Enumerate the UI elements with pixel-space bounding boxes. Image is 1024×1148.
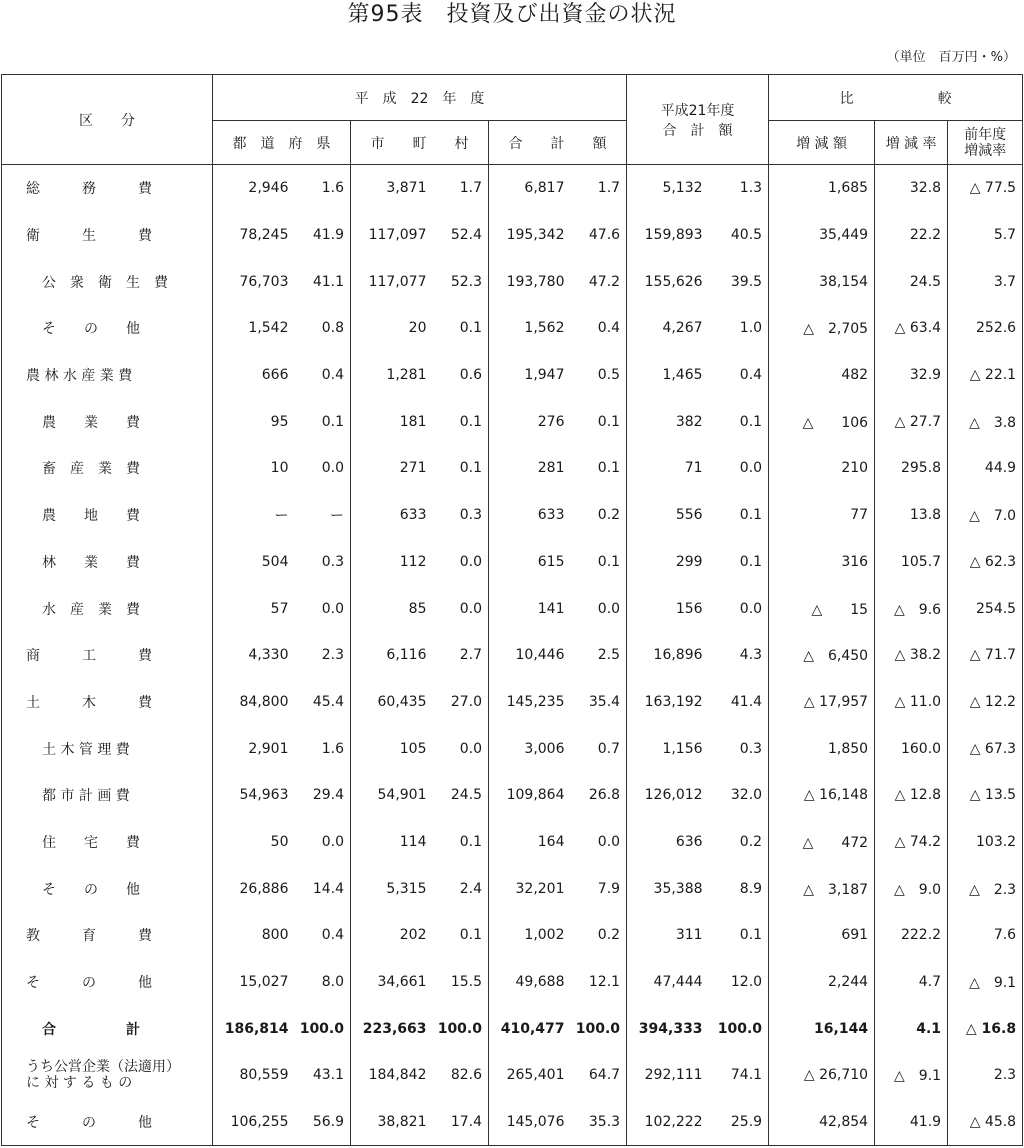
cell-fy21-share: 41.4 [709,679,769,726]
cell-pref-amount: 84,800 [239,693,289,710]
cell-total-amount: 193,780 [506,273,565,290]
cell-muni-amount: 20 [408,320,427,337]
cell-fy21-amount: 126,012 [644,787,703,804]
cell-change-amount: 210 [769,445,875,492]
cell-total-share: 0.1 [571,445,627,492]
row-label: 畜 産 業 費 [2,445,213,492]
row-label-line2: に 対 す る も の [26,1075,133,1092]
cell-total-share: 100.0 [571,1005,627,1052]
cell-total-share: 0.4 [571,305,627,352]
cell-change-amount: △ 17,957 [769,679,875,726]
cell-prev-change-rate: 3.7 [948,258,1023,305]
cell-muni-amount: 633 [399,507,427,524]
cell-fy21-amount: 47,444 [653,974,703,991]
cell-total-amount: 265,401 [506,1067,565,1084]
cell-muni-share: 0.6 [433,352,489,399]
row-label: 林 業 費 [2,539,213,586]
cell-pref-share: 1.6 [295,165,351,212]
cell-pref-amount: 95 [270,413,289,430]
row-label: 農 地 費 [2,492,213,539]
row-label-line1: うち公営企業（法適用） [26,1059,180,1076]
cell-muni-share: 82.6 [433,1052,489,1099]
cell-change-rate: 160.0 [875,725,948,772]
cell-total-share: 12.1 [571,959,627,1006]
cell-pref-share: 41.1 [295,258,351,305]
cell-prev-change-rate: △ 9.1 [948,959,1023,1006]
cell-total-share: 0.1 [571,539,627,586]
cell-prev-change-rate: 103.2 [948,819,1023,866]
table-row [2,258,1023,305]
cell-muni-amount: 117,097 [368,227,427,244]
cell-muni-amount: 6,116 [386,647,427,664]
row-label: 商 工 費 [2,632,213,679]
cell-change-rate: 222.2 [875,912,948,959]
cell-fy21-share: 0.1 [709,539,769,586]
cell-fy21-share: 0.4 [709,352,769,399]
table-row [2,398,1023,445]
cell-change-rate: 4.7 [875,959,948,1006]
cell-change-rate: 22.2 [875,212,948,259]
cell-change-rate: △ 9.1 [875,1052,948,1099]
table-row [2,305,1023,352]
cell-pref-amount: 80,559 [239,1067,289,1084]
cell-total-amount: 145,076 [489,1099,571,1146]
cell-pref-share: 0.0 [295,585,351,632]
cell-change-amount: △ 472 [769,819,875,866]
cell-pref-amount: 666 [261,367,289,384]
cell-muni-share: 100.0 [433,1005,489,1052]
row-label: 総 務 費 [2,165,213,212]
cell-prev-change-rate: 2.3 [948,1052,1023,1099]
cell-fy21-share: 39.5 [709,258,769,305]
cell-fy21-share: 100.0 [709,1005,769,1052]
cell-fy21-amount: 1,465 [662,367,703,384]
cell-muni-amount: 202 [399,927,427,944]
table-row [2,1005,1023,1052]
cell-prev-change-rate: △ 3.8 [948,398,1023,445]
cell-change-amount: 38,154 [769,258,875,305]
cell-muni-amount: 3,871 [386,180,427,197]
cell-fy21-amount: 394,333 [638,1020,703,1037]
row-label: 教 育 費 [2,912,213,959]
cell-total-share: 0.5 [571,352,627,399]
cell-muni-share: 2.4 [433,865,489,912]
cell-pref-share: 8.0 [295,959,351,1006]
cell-change-rate: 32.8 [875,165,948,212]
cell-prev-change-rate: △ 71.7 [948,632,1023,679]
cell-prev-change-rate: △ 2.3 [948,865,1023,912]
cell-muni-share: 0.1 [433,912,489,959]
cell-pref-share: 14.4 [295,865,351,912]
cell-total-share: 64.7 [571,1052,627,1099]
investment-table [1,74,1023,1146]
cell-fy21-amount: 4,267 [662,320,703,337]
cell-muni-amount: 85 [408,600,427,617]
cell-change-rate: 13.8 [875,492,948,539]
table-row [2,492,1023,539]
cell-fy21-share: 1.0 [709,305,769,352]
cell-prev-change-rate: 5.7 [948,212,1023,259]
cell-total-share: 0.1 [571,398,627,445]
cell-total-amount: 145,235 [506,693,565,710]
cell-total-amount: 6,817 [524,180,565,197]
cell-change-rate: 41.9 [875,1099,948,1146]
table-row [2,725,1023,772]
cell-change-rate: △ 63.4 [875,305,948,352]
cell-pref-amount: 186,814 [224,1020,289,1037]
table-row [2,445,1023,492]
header-prefecture: 都 道 府 県 [213,121,351,165]
cell-pref-share: 0.4 [295,912,351,959]
cell-prev-change-rate: 252.6 [948,305,1023,352]
cell-change-amount: 2,244 [769,959,875,1006]
cell-change-amount: △ 6,450 [769,632,875,679]
cell-change-rate: △ 9.0 [875,865,948,912]
header-prev-line1: 前年度 [964,126,1007,143]
cell-muni-amount: 112 [399,553,427,570]
header-comparison: 比 較 [769,75,1023,121]
table-row [2,819,1023,866]
cell-muni-amount: 114 [399,833,427,850]
cell-pref-amount: 78,245 [239,227,289,244]
cell-muni-amount: 5,315 [386,880,427,897]
cell-fy21-share: 0.1 [709,398,769,445]
cell-muni-amount: 117,077 [368,273,427,290]
cell-total-amount: 141 [537,600,565,617]
cell-fy21-amount: 35,388 [653,880,703,897]
table-row [2,772,1023,819]
row-label: 都 市 計 画 費 [2,772,213,819]
cell-change-rate: 4.1 [875,1005,948,1052]
header-prev-rate [948,121,1023,165]
cell-fy21-amount: 636 [675,833,703,850]
cell-muni-share: 24.5 [433,772,489,819]
cell-fy21-amount: 299 [675,553,703,570]
cell-fy21-share: 0.3 [709,725,769,772]
cell-muni-amount: 184,842 [368,1067,427,1084]
cell-pref-amount: 50 [270,833,289,850]
cell-total-amount: 164 [537,833,565,850]
cell-muni-amount: 271 [399,460,427,477]
cell-muni-share: 0.1 [433,819,489,866]
cell-change-amount: 316 [769,539,875,586]
cell-change-amount: △ 26,710 [769,1052,875,1099]
cell-fy21-amount: 1,156 [662,740,703,757]
row-label: 土 木 費 [2,679,213,726]
cell-pref-amount: 15,027 [239,974,289,991]
cell-change-rate: △ 9.6 [875,585,948,632]
table-row [2,632,1023,679]
cell-pref-share: 0.0 [295,819,351,866]
row-label: そ の 他 [2,865,213,912]
cell-fy21-share: 0.1 [709,912,769,959]
cell-change-rate: 295.8 [875,445,948,492]
cell-muni-share: 27.0 [433,679,489,726]
cell-fy21-amount: 382 [675,413,703,430]
cell-muni-share: 52.3 [433,258,489,305]
table-row [2,212,1023,259]
cell-fy21-share: 0.0 [709,445,769,492]
cell-total-share: 1.7 [571,165,627,212]
cell-fy21-amount: 292,111 [644,1067,703,1084]
row-label: 衛 生 費 [2,212,213,259]
cell-change-rate: 24.5 [875,258,948,305]
cell-pref-amount: 76,703 [239,273,289,290]
cell-pref-amount: 504 [261,553,289,570]
cell-total-share: 7.9 [571,865,627,912]
cell-muni-share: 0.3 [433,492,489,539]
cell-total-share: 47.6 [571,212,627,259]
cell-muni-amount: 1,281 [386,367,427,384]
cell-pref-share: 100.0 [295,1005,351,1052]
cell-change-amount: △ 16,148 [769,772,875,819]
cell-total-amount: 410,477 [500,1020,565,1037]
cell-fy21-share: 8.9 [709,865,769,912]
cell-change-rate: 105.7 [875,539,948,586]
header-rate: 増 減 率 [875,121,948,165]
cell-pref-share: 2.3 [295,632,351,679]
cell-pref-share: 1.6 [295,725,351,772]
cell-pref-share: 29.4 [295,772,351,819]
cell-pref-amount: 106,255 [213,1099,295,1146]
cell-pref-amount: 54,963 [239,787,289,804]
cell-prev-change-rate: △ 16.8 [948,1005,1023,1052]
header-fy21-line2: 合 計 額 [662,122,733,139]
cell-fy21-share: 40.5 [709,212,769,259]
row-label: そ の 他 [2,305,213,352]
header-prev-line2: 増減率 [964,142,1007,159]
cell-total-amount: 10,446 [515,647,565,664]
cell-change-amount: △ 15 [769,585,875,632]
cell-total-amount: 109,864 [506,787,565,804]
cell-muni-share: 1.7 [433,165,489,212]
cell-fy21-amount: 102,222 [627,1099,709,1146]
cell-change-amount: 42,854 [769,1099,875,1146]
cell-change-rate: 32.9 [875,352,948,399]
cell-change-amount: 1,685 [769,165,875,212]
cell-total-amount: 3,006 [524,740,565,757]
cell-muni-amount: 181 [399,413,427,430]
cell-pref-share: 0.3 [295,539,351,586]
cell-total-share: 0.2 [571,912,627,959]
cell-total-amount: 1,562 [524,320,565,337]
cell-muni-amount: 34,661 [377,974,427,991]
cell-total-amount: 195,342 [506,227,565,244]
cell-pref-share: 0.4 [295,352,351,399]
header-fy21 [627,75,769,165]
cell-muni-share: 0.0 [433,725,489,772]
cell-fy21-amount: 311 [675,927,703,944]
cell-fy21-amount: 71 [684,460,703,477]
cell-total-amount: 281 [537,460,565,477]
cell-total-amount: 1,947 [524,367,565,384]
cell-pref-amount: 1,542 [248,320,289,337]
cell-fy21-share: 0.1 [709,492,769,539]
cell-prev-change-rate: △ 77.5 [948,165,1023,212]
row-label: 合 計 [2,1005,213,1052]
row-label: 住 宅 費 [2,819,213,866]
cell-change-rate: △ 12.8 [875,772,948,819]
cell-fy21-share: 4.3 [709,632,769,679]
cell-prev-change-rate: △ 67.3 [948,725,1023,772]
cell-total-share: 47.2 [571,258,627,305]
cell-change-amount: △ 3,187 [769,865,875,912]
cell-pref-amount: 4,330 [248,647,289,664]
cell-total-amount: 1,002 [524,927,565,944]
cell-muni-amount: 105 [399,740,427,757]
cell-total-amount: 276 [537,413,565,430]
cell-fy21-amount: 16,896 [653,647,703,664]
cell-fy21-amount: 5,132 [662,180,703,197]
cell-change-rate: △ 74.2 [875,819,948,866]
cell-change-amount: 482 [769,352,875,399]
cell-change-amount: 1,850 [769,725,875,772]
table-row [2,585,1023,632]
cell-fy21-share: 0.0 [709,585,769,632]
cell-fy21-share: 74.1 [709,1052,769,1099]
cell-total-share: 0.0 [571,819,627,866]
cell-total-share: 26.8 [571,772,627,819]
cell-total-share: 35.3 [571,1099,627,1146]
cell-fy21-share: 0.2 [709,819,769,866]
cell-fy21-share: 25.9 [709,1099,769,1146]
table-body [2,165,1023,1146]
header-fy22: 平 成 22 年 度 [213,75,627,121]
row-label: そ の 他 [2,1099,213,1146]
cell-change-amount: 35,449 [769,212,875,259]
row-label [2,1052,213,1099]
row-label: 土 木 管 理 費 [2,725,213,772]
header-municipality: 市 町 村 [351,121,489,165]
cell-pref-share: 0.1 [295,398,351,445]
row-label: 公 衆 衛 生 費 [2,258,213,305]
cell-pref-share: 0.0 [295,445,351,492]
cell-muni-share: 17.4 [433,1099,489,1146]
cell-prev-change-rate: △ 22.1 [948,352,1023,399]
header-change: 増 減 額 [769,121,875,165]
cell-muni-share: 0.1 [433,305,489,352]
cell-change-amount: 691 [769,912,875,959]
table-row [2,959,1023,1006]
cell-total-amount: 32,201 [515,880,565,897]
cell-pref-share: 43.1 [295,1052,351,1099]
header-category: 区 分 [2,75,213,165]
row-label: 農 林 水 産 業 費 [2,352,213,399]
cell-prev-change-rate: 7.6 [948,912,1023,959]
cell-total-share: 0.2 [571,492,627,539]
table-row [2,352,1023,399]
cell-muni-amount: 223,663 [362,1020,427,1037]
cell-fy21-amount: 556 [675,507,703,524]
cell-prev-change-rate: △ 45.8 [948,1099,1023,1146]
cell-muni-amount: 38,821 [351,1099,433,1146]
cell-change-amount: △ 2,705 [769,305,875,352]
cell-change-amount: 16,144 [769,1005,875,1052]
cell-total-share: 0.0 [571,585,627,632]
cell-muni-share: 52.4 [433,212,489,259]
cell-prev-change-rate: 254.5 [948,585,1023,632]
cell-total-amount: 633 [537,507,565,524]
cell-total-amount: 49,688 [515,974,565,991]
table-row [2,165,1023,212]
unit-note: （単位 百万円・%） [886,50,1016,65]
header-fy21-line1: 平成21年度 [660,102,735,119]
cell-change-rate: △ 38.2 [875,632,948,679]
cell-pref-amount: 2,946 [248,180,289,197]
cell-change-rate: △ 27.7 [875,398,948,445]
cell-fy21-share: 32.0 [709,772,769,819]
cell-pref-share: 45.4 [295,679,351,726]
cell-pref-amount: ー [274,508,289,525]
cell-change-amount: △ 106 [769,398,875,445]
header-total: 合 計 額 [489,121,627,165]
cell-pref-amount: 57 [270,600,289,617]
cell-pref-amount: 26,886 [239,880,289,897]
table-row [2,865,1023,912]
cell-prev-change-rate: △ 62.3 [948,539,1023,586]
cell-fy21-share: 12.0 [709,959,769,1006]
cell-pref-amount: 800 [261,927,289,944]
cell-muni-share: 0.0 [433,585,489,632]
cell-muni-amount: 60,435 [377,693,427,710]
cell-fy21-amount: 159,893 [644,227,703,244]
table-row [2,539,1023,586]
table-row [2,1052,1023,1099]
cell-fy21-share: 1.3 [709,165,769,212]
table-row [2,679,1023,726]
cell-muni-share: 0.1 [433,445,489,492]
cell-pref-share: ー [295,492,351,539]
cell-prev-change-rate: △ 13.5 [948,772,1023,819]
cell-change-amount: 77 [769,492,875,539]
cell-muni-share: 0.0 [433,539,489,586]
cell-muni-share: 0.1 [433,398,489,445]
cell-pref-amount: 10 [270,460,289,477]
cell-fy21-amount: 155,626 [644,273,703,290]
cell-pref-share: 0.8 [295,305,351,352]
cell-change-rate: △ 11.0 [875,679,948,726]
cell-fy21-amount: 163,192 [644,693,703,710]
cell-fy21-amount: 156 [675,600,703,617]
cell-total-share: 0.7 [571,725,627,772]
cell-total-share: 2.5 [571,632,627,679]
cell-prev-change-rate: △ 7.0 [948,492,1023,539]
cell-total-share: 35.4 [571,679,627,726]
cell-pref-share: 41.9 [295,212,351,259]
cell-pref-share: 56.9 [295,1099,351,1146]
cell-muni-share: 15.5 [433,959,489,1006]
cell-total-amount: 615 [537,553,565,570]
table-row [2,1099,1023,1146]
row-label: そ の 他 [2,959,213,1006]
cell-pref-amount: 2,901 [248,740,289,757]
table-row [2,912,1023,959]
cell-muni-share: 2.7 [433,632,489,679]
page-title: 第95表 投資及び出資金の状況 [347,2,677,27]
cell-prev-change-rate: 44.9 [948,445,1023,492]
cell-prev-change-rate: △ 12.2 [948,679,1023,726]
row-label: 水 産 業 費 [2,585,213,632]
row-label: 農 業 費 [2,398,213,445]
cell-muni-amount: 54,901 [377,787,427,804]
